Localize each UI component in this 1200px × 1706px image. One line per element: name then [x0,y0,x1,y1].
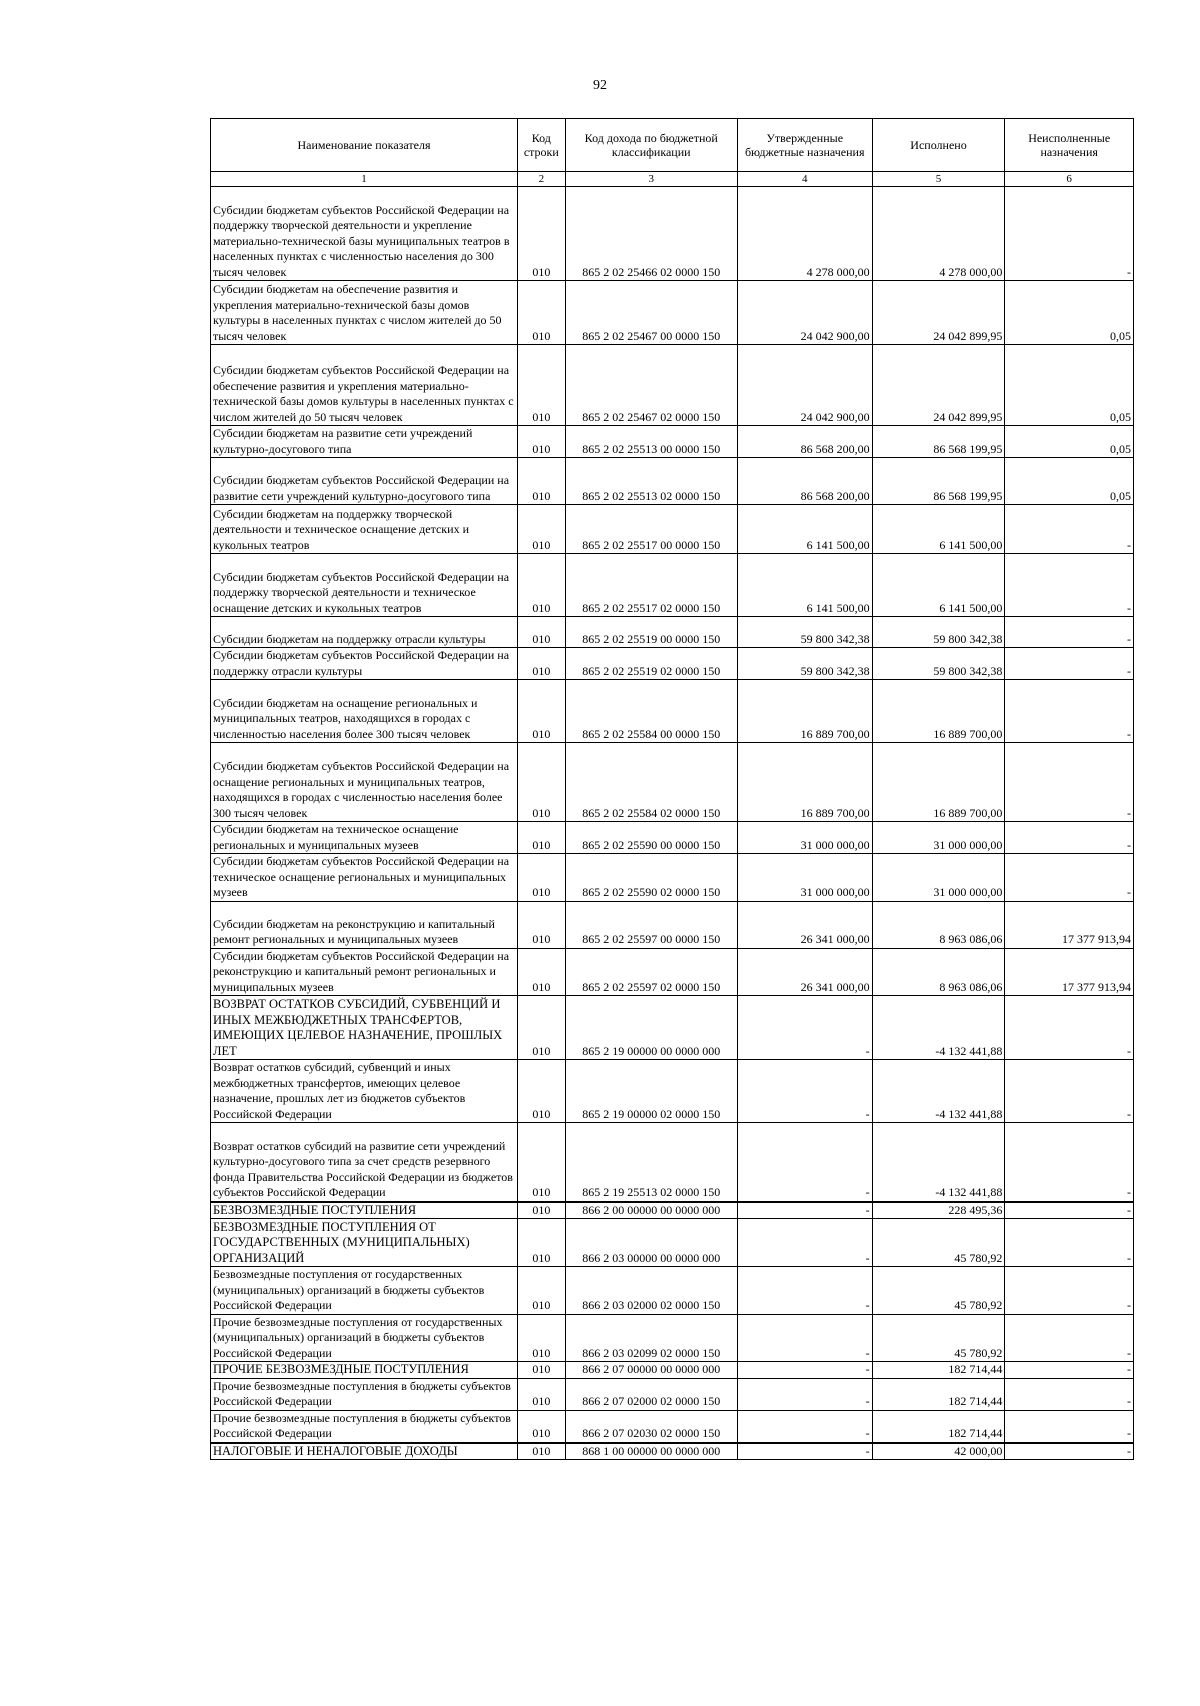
row-line-code: 010 [517,345,565,426]
row-unexecuted-amount: 17 377 913,94 [1005,901,1134,948]
table-row [211,1443,1134,1460]
row-approved-amount: - [737,1443,872,1460]
table-row [211,1267,1134,1315]
row-line-code: 010 [517,1219,565,1267]
row-indicator-name: Субсидии бюджетам субъектов Российской Федерации на обеспечение развития и укрепления материально-технической базы домов культуры в населенных пунктах с числом жителей до 50 тысяч человек [211,345,518,426]
row-indicator-name: Субсидии бюджетам субъектов Российской Федерации на поддержку отрасли культуры [211,648,518,680]
row-approved-amount: - [737,1378,872,1410]
row-indicator-name: Возврат остатков субсидий, субвенций и иных межбюджетных трансфертов, имеющих целевое назначение, прошлых лет из бюджетов субъектов Российской Федерации [211,1060,518,1123]
column-number: 2 [517,172,565,187]
row-income-code: 865 2 02 25513 02 0000 150 [565,458,737,505]
row-line-code: 010 [517,617,565,648]
table-row [211,948,1134,996]
row-indicator-name: Прочие безвозмездные поступления от государственных (муниципальных) организаций в бюджеты субъектов Российской Федерации [211,1314,518,1362]
row-unexecuted-amount: - [1005,1123,1134,1202]
column-number: 5 [872,172,1005,187]
header-unexecuted: Неисполненные назначения [1005,119,1134,172]
row-executed-amount: 59 800 342,38 [872,648,1005,680]
row-income-code: 865 2 02 25590 02 0000 150 [565,854,737,902]
row-executed-amount: 45 780,92 [872,1314,1005,1362]
row-approved-amount: 86 568 200,00 [737,458,872,505]
row-unexecuted-amount: - [1005,554,1134,617]
row-line-code: 010 [517,1267,565,1315]
row-executed-amount: 42 000,00 [872,1443,1005,1460]
table-row [211,901,1134,948]
row-approved-amount: - [737,996,872,1060]
table-row [211,1219,1134,1267]
row-line-code: 010 [517,281,565,345]
row-indicator-name: Субсидии бюджетам на обеспечение развития и укрепления материально-технической базы домов культуры в населенных пунктах с числом жителей до 50 тысяч человек [211,281,518,345]
row-income-code: 866 2 07 02000 02 0000 150 [565,1378,737,1410]
row-unexecuted-amount: - [1005,743,1134,822]
row-unexecuted-amount: - [1005,822,1134,854]
row-executed-amount: 86 568 199,95 [872,426,1005,458]
row-line-code: 010 [517,1314,565,1362]
row-line-code: 010 [517,854,565,902]
table-row [211,996,1134,1060]
row-unexecuted-amount: 0,05 [1005,426,1134,458]
header-executed: Исполнено [872,119,1005,172]
row-income-code: 865 2 02 25517 02 0000 150 [565,554,737,617]
row-unexecuted-amount: 0,05 [1005,345,1134,426]
row-indicator-name: Субсидии бюджетам субъектов Российской Федерации на поддержку творческой деятельности и техническое оснащение детских и кукольных театров [211,554,518,617]
table-row [211,1410,1134,1443]
row-income-code: 866 2 03 00000 00 0000 000 [565,1219,737,1267]
header-line-code: Код строки [517,119,565,172]
row-indicator-name: БЕЗВОЗМЕЗДНЫЕ ПОСТУПЛЕНИЯ ОТ ГОСУДАРСТВЕННЫХ (МУНИЦИПАЛЬНЫХ) ОРГАНИЗАЦИЙ [211,1219,518,1267]
table-row [211,426,1134,458]
row-line-code: 010 [517,187,565,281]
row-income-code: 865 2 02 25584 02 0000 150 [565,743,737,822]
table-row [211,187,1134,281]
row-unexecuted-amount: - [1005,1410,1134,1443]
row-executed-amount: 86 568 199,95 [872,458,1005,505]
row-line-code: 010 [517,1378,565,1410]
page-number: 92 [593,78,607,93]
row-unexecuted-amount: - [1005,1060,1134,1123]
row-executed-amount: 16 889 700,00 [872,680,1005,743]
row-line-code: 010 [517,458,565,505]
row-indicator-name: ВОЗВРАТ ОСТАТКОВ СУБСИДИЙ, СУБВЕНЦИЙ И ИНЫХ МЕЖБЮДЖЕТНЫХ ТРАНСФЕРТОВ, ИМЕЮЩИХ ЦЕЛЕВОЕ НАЗНАЧЕНИЕ, ПРОШЛЫХ ЛЕТ [211,996,518,1060]
row-indicator-name: Прочие безвозмездные поступления в бюджеты субъектов Российской Федерации [211,1378,518,1410]
row-line-code: 010 [517,1362,565,1379]
row-executed-amount: 182 714,44 [872,1362,1005,1379]
row-unexecuted-amount: - [1005,1314,1134,1362]
table-row [211,648,1134,680]
row-unexecuted-amount: 0,05 [1005,458,1134,505]
row-line-code: 010 [517,426,565,458]
row-executed-amount: -4 132 441,88 [872,996,1005,1060]
table-header-row [211,119,1134,172]
row-income-code: 866 2 07 00000 00 0000 000 [565,1362,737,1379]
row-line-code: 010 [517,1202,565,1219]
row-executed-amount: 45 780,92 [872,1267,1005,1315]
row-indicator-name: ПРОЧИЕ БЕЗВОЗМЕЗДНЫЕ ПОСТУПЛЕНИЯ [211,1362,518,1379]
table-body [211,187,1134,1460]
row-executed-amount: -4 132 441,88 [872,1060,1005,1123]
table-row [211,1123,1134,1202]
column-number: 6 [1005,172,1134,187]
row-line-code: 010 [517,1060,565,1123]
row-unexecuted-amount: - [1005,1267,1134,1315]
row-income-code: 865 2 19 00000 02 0000 150 [565,1060,737,1123]
row-income-code: 865 2 02 25467 00 0000 150 [565,281,737,345]
row-indicator-name: Субсидии бюджетам на поддержку отрасли культуры [211,617,518,648]
row-executed-amount: 228 495,36 [872,1202,1005,1219]
row-executed-amount: 6 141 500,00 [872,554,1005,617]
table-row [211,854,1134,902]
row-executed-amount: 8 963 086,06 [872,901,1005,948]
row-approved-amount: 86 568 200,00 [737,426,872,458]
row-income-code: 865 2 19 00000 00 0000 000 [565,996,737,1060]
table-row [211,1378,1134,1410]
row-approved-amount: 59 800 342,38 [737,617,872,648]
row-line-code: 010 [517,1443,565,1460]
row-unexecuted-amount: - [1005,1219,1134,1267]
table-row [211,1202,1134,1219]
row-approved-amount: - [737,1314,872,1362]
row-approved-amount: 26 341 000,00 [737,901,872,948]
row-line-code: 010 [517,822,565,854]
row-line-code: 010 [517,743,565,822]
row-approved-amount: 31 000 000,00 [737,822,872,854]
row-line-code: 010 [517,948,565,996]
row-approved-amount: - [737,1219,872,1267]
table-row [211,1362,1134,1379]
row-executed-amount: 6 141 500,00 [872,505,1005,554]
row-indicator-name: Субсидии бюджетам на развитие сети учреждений культурно-досугового типа [211,426,518,458]
row-unexecuted-amount: - [1005,1362,1134,1379]
row-indicator-name: Субсидии бюджетам субъектов Российской Федерации на оснащение региональных и муниципальных театров, находящихся в городах с численностью населения более 300 тысяч человек [211,743,518,822]
row-indicator-name: Субсидии бюджетам на оснащение региональных и муниципальных театров, находящихся в городах с численностью населения более 300 тысяч человек [211,680,518,743]
column-number-row [211,172,1134,187]
row-unexecuted-amount: - [1005,1443,1134,1460]
row-income-code: 865 2 02 25467 02 0000 150 [565,345,737,426]
row-unexecuted-amount: - [1005,617,1134,648]
row-unexecuted-amount: - [1005,505,1134,554]
row-line-code: 010 [517,1123,565,1202]
row-line-code: 010 [517,680,565,743]
row-line-code: 010 [517,505,565,554]
row-indicator-name: БЕЗВОЗМЕЗДНЫЕ ПОСТУПЛЕНИЯ [211,1202,518,1219]
row-unexecuted-amount: 17 377 913,94 [1005,948,1134,996]
row-income-code: 866 2 03 02000 02 0000 150 [565,1267,737,1315]
row-indicator-name: Прочие безвозмездные поступления в бюджеты субъектов Российской Федерации [211,1410,518,1443]
row-indicator-name: Субсидии бюджетам субъектов Российской Федерации на техническое оснащение региональных и муниципальных музеев [211,854,518,902]
row-indicator-name: НАЛОГОВЫЕ И НЕНАЛОГОВЫЕ ДОХОДЫ [211,1443,518,1460]
row-income-code: 865 2 02 25590 00 0000 150 [565,822,737,854]
table-row [211,505,1134,554]
table-row [211,822,1134,854]
row-approved-amount: 59 800 342,38 [737,648,872,680]
row-approved-amount: - [737,1123,872,1202]
row-income-code: 865 2 02 25519 00 0000 150 [565,617,737,648]
row-executed-amount: 31 000 000,00 [872,854,1005,902]
table-row [211,345,1134,426]
budget-execution-table [210,118,1134,1460]
row-executed-amount: 16 889 700,00 [872,743,1005,822]
row-income-code: 866 2 07 02030 02 0000 150 [565,1410,737,1443]
row-approved-amount: - [737,1410,872,1443]
table-row [211,680,1134,743]
header-indicator-name: Наименование показателя [211,119,518,172]
row-approved-amount: - [737,1362,872,1379]
row-unexecuted-amount: - [1005,1202,1134,1219]
row-unexecuted-amount: - [1005,187,1134,281]
row-executed-amount: -4 132 441,88 [872,1123,1005,1202]
column-number: 1 [211,172,518,187]
row-line-code: 010 [517,996,565,1060]
table-row [211,554,1134,617]
table-row [211,458,1134,505]
row-approved-amount: 16 889 700,00 [737,680,872,743]
row-income-code: 865 2 02 25466 02 0000 150 [565,187,737,281]
header-approved: Утвержденные бюджетные назначения [737,119,872,172]
row-approved-amount: 24 042 900,00 [737,345,872,426]
header-income-code: Код дохода по бюджетной классификации [565,119,737,172]
row-income-code: 865 2 02 25517 00 0000 150 [565,505,737,554]
row-indicator-name: Субсидии бюджетам субъектов Российской Федерации на реконструкцию и капитальный ремонт региональных и муниципальных музеев [211,948,518,996]
row-income-code: 865 2 02 25597 00 0000 150 [565,901,737,948]
row-approved-amount: 31 000 000,00 [737,854,872,902]
row-approved-amount: - [737,1060,872,1123]
row-line-code: 010 [517,1410,565,1443]
row-executed-amount: 59 800 342,38 [872,617,1005,648]
row-income-code: 865 2 19 25513 02 0000 150 [565,1123,737,1202]
row-income-code: 866 2 03 02099 02 0000 150 [565,1314,737,1362]
row-income-code: 868 1 00 00000 00 0000 000 [565,1443,737,1460]
row-income-code: 865 2 02 25513 00 0000 150 [565,426,737,458]
row-approved-amount: 6 141 500,00 [737,554,872,617]
row-line-code: 010 [517,901,565,948]
column-number: 4 [737,172,872,187]
row-line-code: 010 [517,648,565,680]
table-row [211,1060,1134,1123]
row-indicator-name: Возврат остатков субсидий на развитие сети учреждений культурно-досугового типа за счет средств резервного фонда Правительства Российской Федерации из бюджетов субъектов Российской Федерации [211,1123,518,1202]
row-indicator-name: Субсидии бюджетам на поддержку творческой деятельности и техническое оснащение детских и кукольных театров [211,505,518,554]
row-line-code: 010 [517,554,565,617]
row-approved-amount: 4 278 000,00 [737,187,872,281]
row-income-code: 865 2 02 25584 00 0000 150 [565,680,737,743]
row-indicator-name: Субсидии бюджетам субъектов Российской Федерации на поддержку творческой деятельности и укрепление материально-технической базы муниципальных театров в населенных пунктах с численностью населения до 300 тысяч человек [211,187,518,281]
row-income-code: 866 2 00 00000 00 0000 000 [565,1202,737,1219]
row-indicator-name: Субсидии бюджетам субъектов Российской Федерации на развитие сети учреждений культурно-досугового типа [211,458,518,505]
row-approved-amount: - [737,1202,872,1219]
row-indicator-name: Субсидии бюджетам на техническое оснащение региональных и муниципальных музеев [211,822,518,854]
row-approved-amount: 16 889 700,00 [737,743,872,822]
row-approved-amount: 6 141 500,00 [737,505,872,554]
row-unexecuted-amount: - [1005,1378,1134,1410]
row-income-code: 865 2 02 25597 02 0000 150 [565,948,737,996]
table-row [211,281,1134,345]
row-income-code: 865 2 02 25519 02 0000 150 [565,648,737,680]
row-executed-amount: 24 042 899,95 [872,281,1005,345]
row-unexecuted-amount: - [1005,996,1134,1060]
table-row [211,617,1134,648]
row-approved-amount: 26 341 000,00 [737,948,872,996]
row-unexecuted-amount: - [1005,854,1134,902]
row-executed-amount: 4 278 000,00 [872,187,1005,281]
row-indicator-name: Безвозмездные поступления от государственных (муниципальных) организаций в бюджеты субъектов Российской Федерации [211,1267,518,1315]
column-number: 3 [565,172,737,187]
row-approved-amount: 24 042 900,00 [737,281,872,345]
row-indicator-name: Субсидии бюджетам на реконструкцию и капитальный ремонт региональных и муниципальных музеев [211,901,518,948]
table-row [211,743,1134,822]
row-executed-amount: 31 000 000,00 [872,822,1005,854]
row-unexecuted-amount: - [1005,648,1134,680]
row-unexecuted-amount: - [1005,680,1134,743]
row-approved-amount: - [737,1267,872,1315]
row-executed-amount: 45 780,92 [872,1219,1005,1267]
row-unexecuted-amount: 0,05 [1005,281,1134,345]
row-executed-amount: 182 714,44 [872,1410,1005,1443]
row-executed-amount: 24 042 899,95 [872,345,1005,426]
row-executed-amount: 8 963 086,06 [872,948,1005,996]
row-executed-amount: 182 714,44 [872,1378,1005,1410]
table-row [211,1314,1134,1362]
